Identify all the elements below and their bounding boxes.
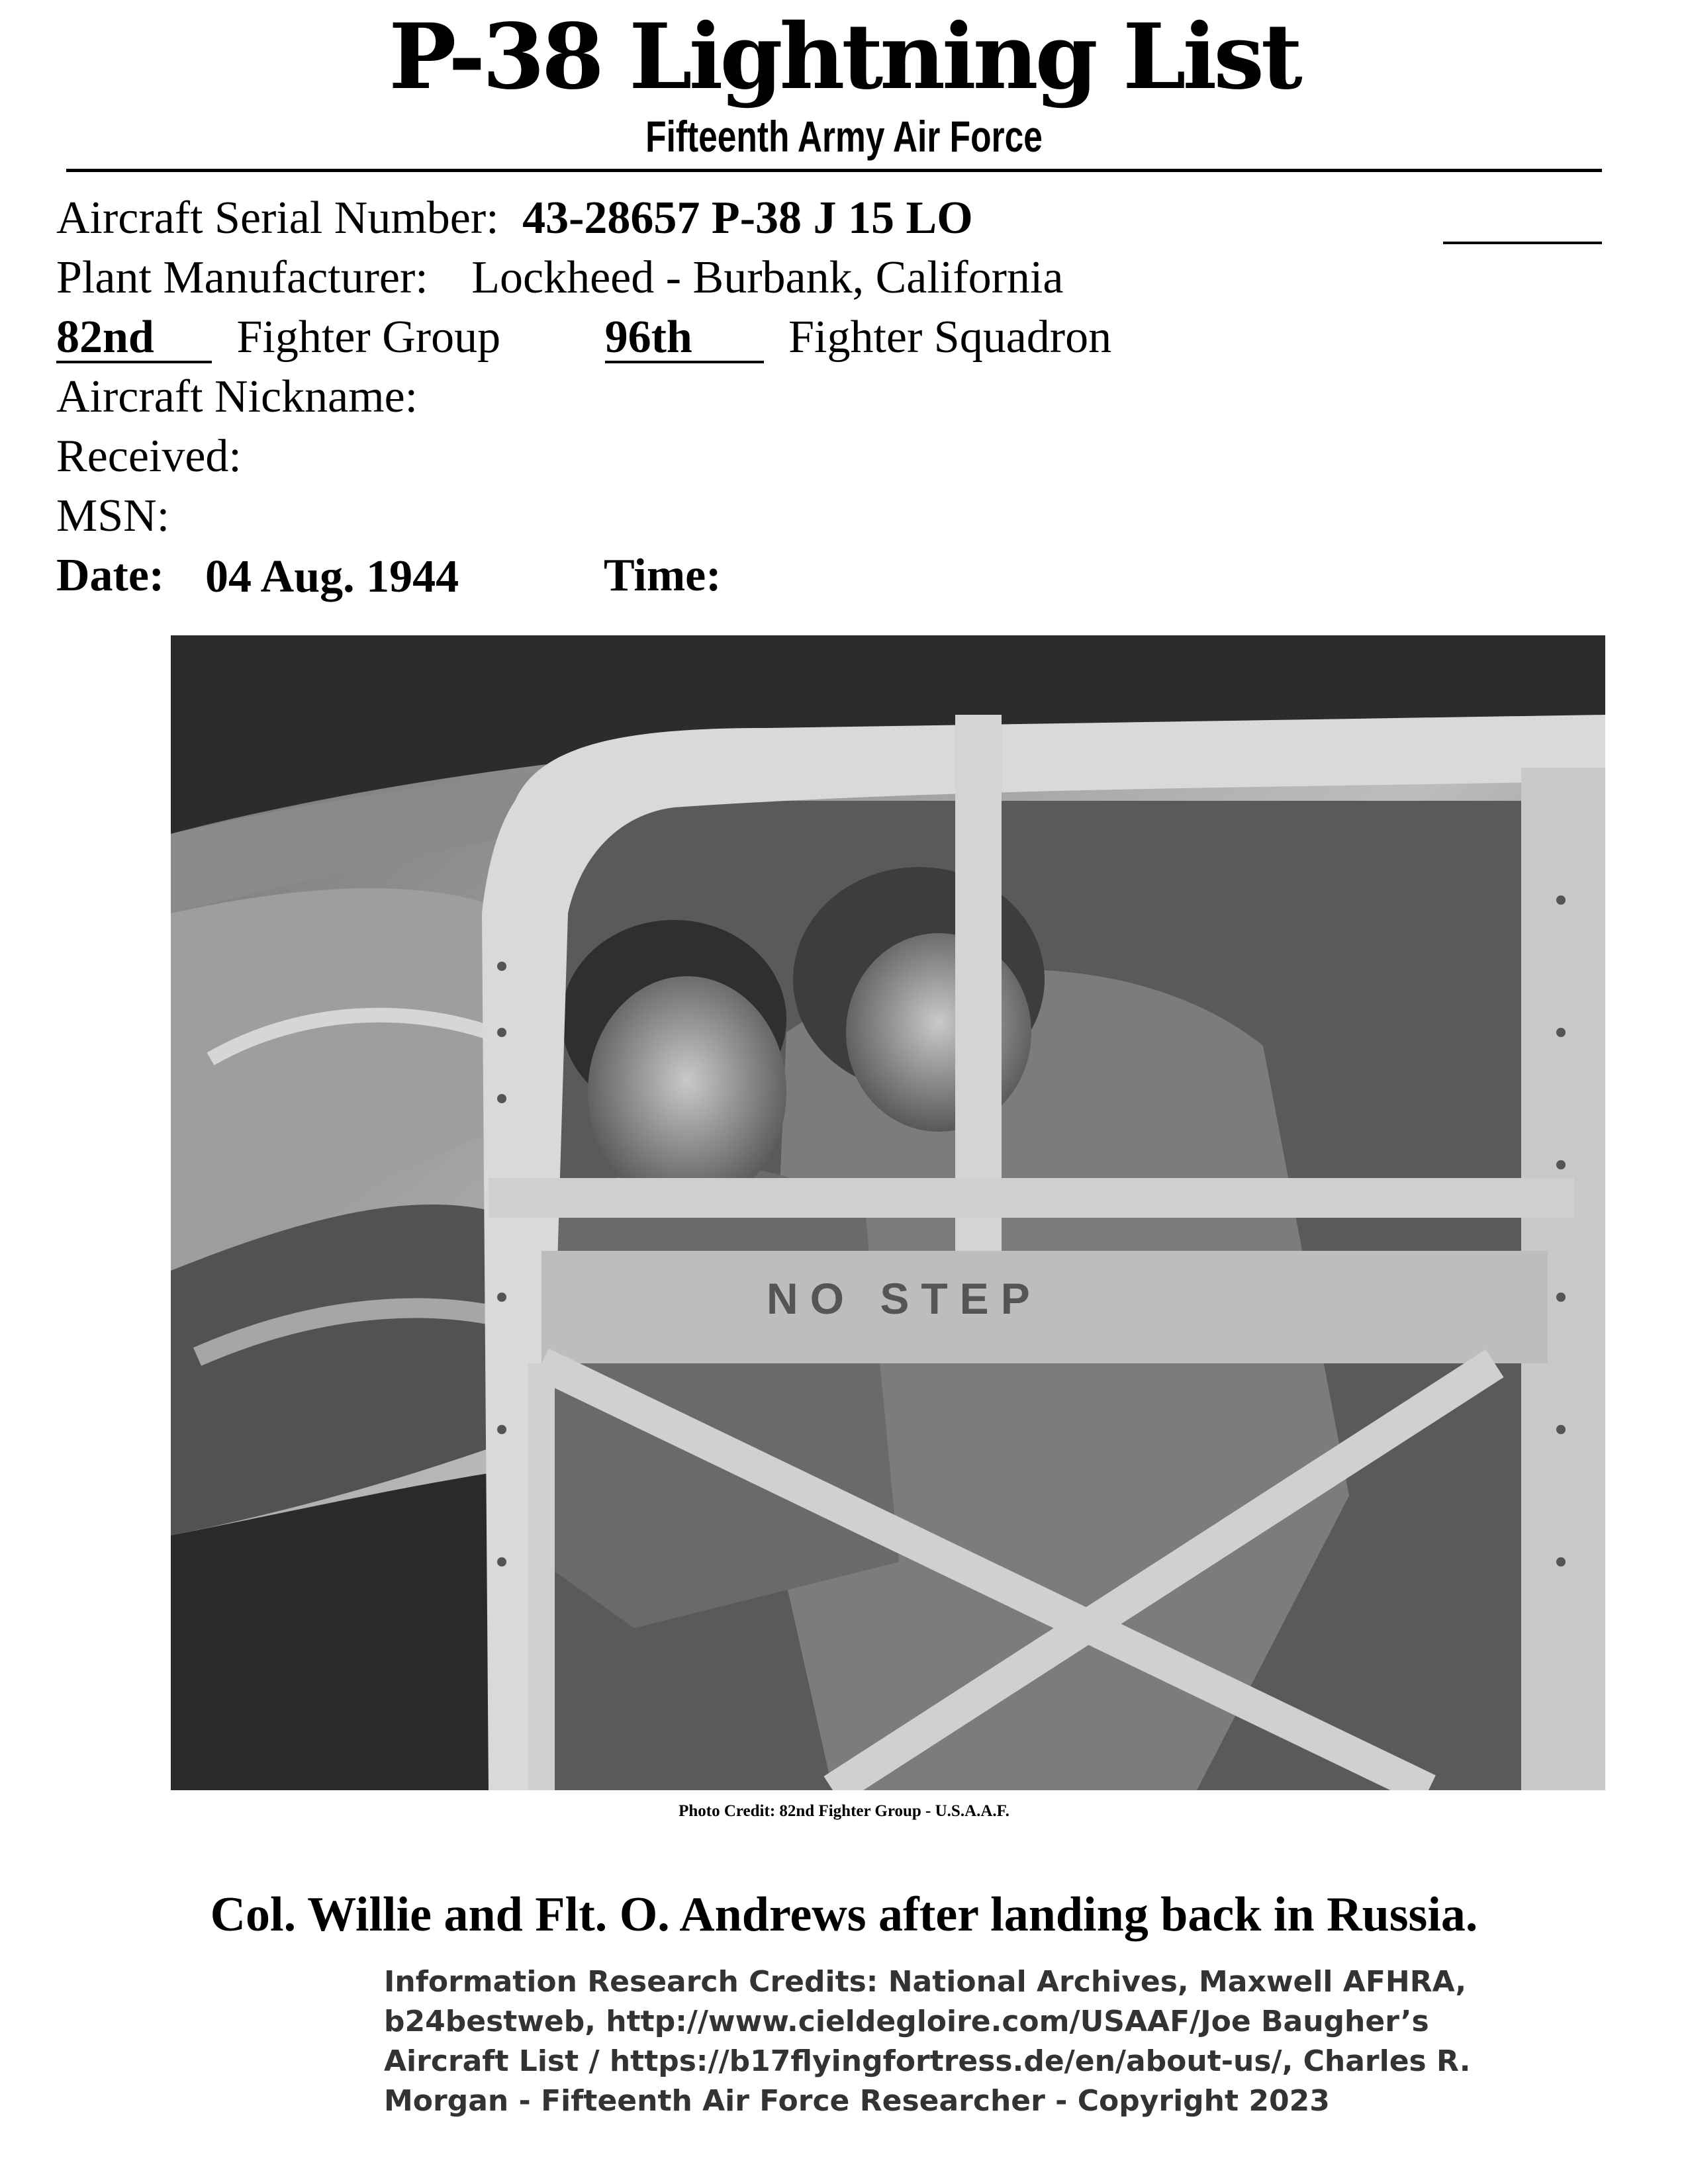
- serial-row: [56, 192, 973, 245]
- research-credits-line-4: Morgan - Fifteenth Air Force Researcher - Copyright 2023: [384, 2084, 1330, 2118]
- group-label: Fighter Group: [236, 312, 501, 363]
- page-subtitle: Fifteenth Army Air Force: [645, 112, 1043, 161]
- manufacturer-label: Plant Manufacturer:: [56, 252, 428, 303]
- serial-value: 43-28657 P-38 J 15 LO: [522, 193, 973, 244]
- date-value: 04 Aug. 1944: [205, 551, 459, 602]
- serial-label: Aircraft Serial Number:: [56, 193, 499, 244]
- time-label: Time:: [604, 550, 722, 601]
- manufacturer-value: Lockheed - Burbank, California: [471, 252, 1064, 303]
- date-label: Date:: [56, 550, 165, 601]
- group-value: 82nd: [56, 314, 212, 363]
- group-squadron-row: [56, 311, 1111, 364]
- nickname-label: Aircraft Nickname:: [56, 371, 418, 422]
- photo-credit: Photo Credit: 82nd Fighter Group - U.S.A.A.F.: [679, 1802, 1009, 1820]
- manufacturer-row: [56, 251, 1063, 304]
- serial-blank-line: [1443, 242, 1602, 244]
- squadron-value: 96th: [605, 314, 764, 363]
- photo-caption: Col. Willie and Flt. O. Andrews after landing back in Russia.: [210, 1888, 1478, 1942]
- research-credits-line-2: b24bestweb, http://www.cieldegloire.com/USAAF/Joe Baugher’s: [384, 2005, 1429, 2038]
- squadron-label: Fighter Squadron: [788, 312, 1112, 363]
- page-title: P-38 Lightning List: [389, 4, 1299, 110]
- cockpit-photo: [171, 635, 1605, 1790]
- research-credits-line-1: Information Research Credits: National Archives, Maxwell AFHRA,: [384, 1965, 1467, 1999]
- research-credits-line-3: Aircraft List / https://b17flyingfortress.de/en/about-us/, Charles R.: [384, 2044, 1471, 2078]
- header-divider: [66, 169, 1602, 172]
- no-step-stencil: NO STEP: [767, 1274, 1042, 1323]
- msn-label: MSN:: [56, 490, 170, 541]
- received-label: Received:: [56, 431, 242, 482]
